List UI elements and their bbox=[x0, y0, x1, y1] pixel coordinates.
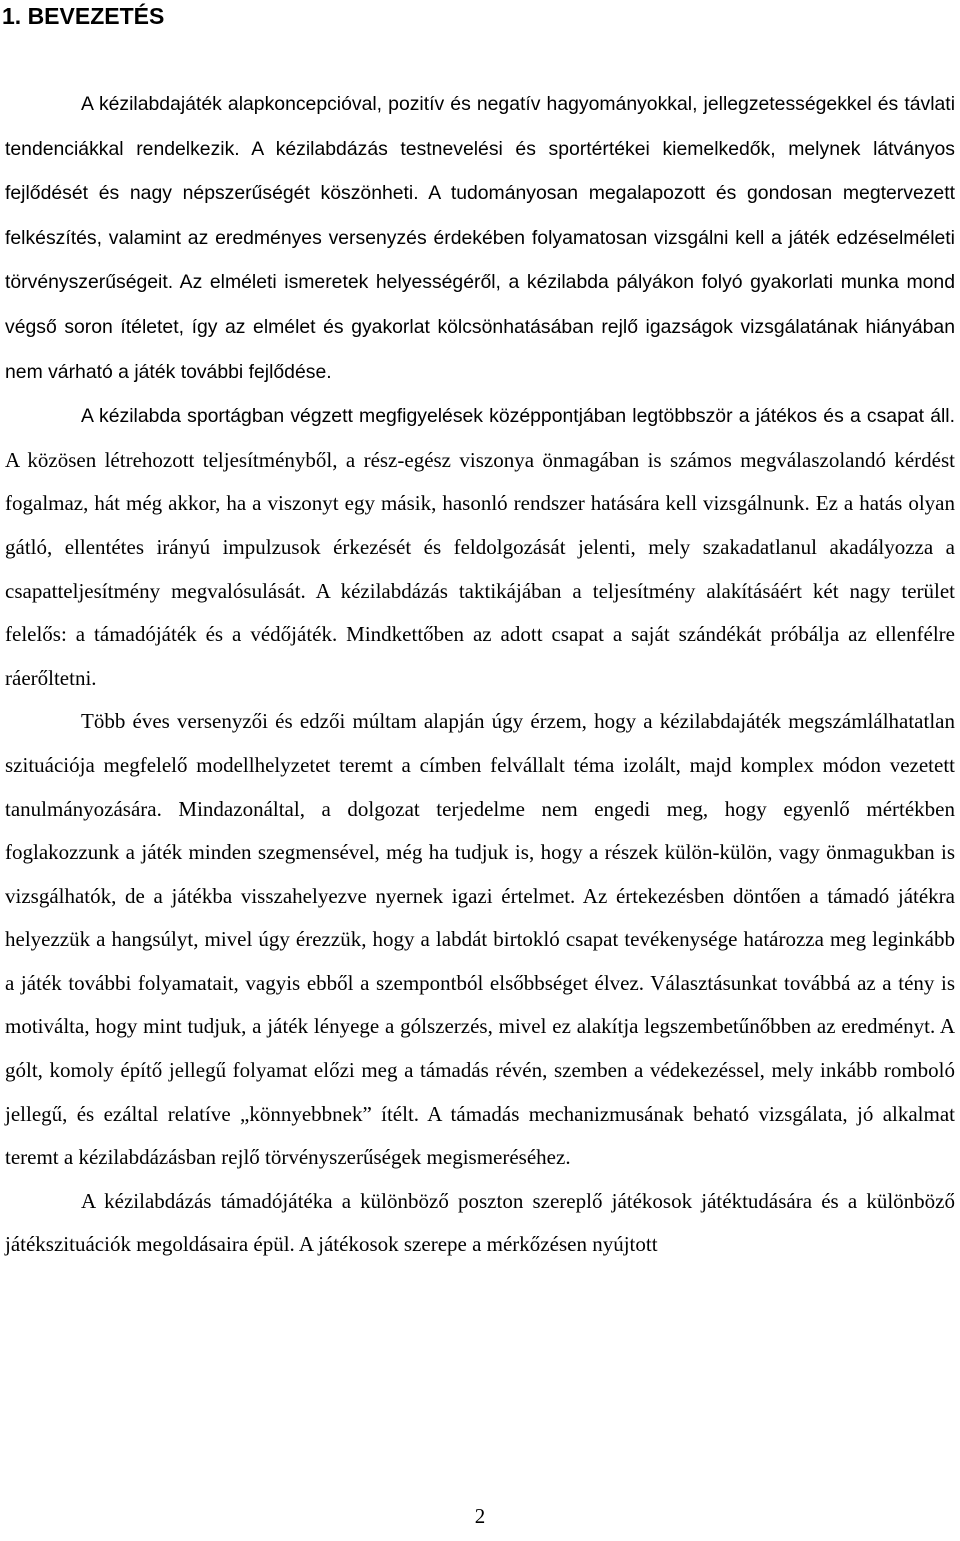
section-heading: 1. BEVEZETÉS bbox=[2, 3, 165, 29]
page-number: 2 bbox=[474, 1504, 486, 1528]
paragraph-attack-text: A kézilabdázás támadójátéka a különböző poszton szereplő játékosok játéktudására és a különböző játékszituációk megoldásaira épül. A játékosok szerepe a mérkőzésen nyújtott bbox=[5, 1188, 955, 1257]
paragraph-intro bbox=[5, 82, 955, 394]
paragraph-observations-text: A közösen létrehozott teljesítményből, a rész-egész viszonya önmagában is számos megválaszolandó kérdést fogalmaz, hát még akkor, ha a viszonyt egy másik, hasonló rendszer hatására kell vizsgálnunk. Ez a hatás olyan gátló, ellentétes irányú impulzusok érkezését és feldolgozását jelenti, mely szakadatlanul akadályozza a csapatteljesítmény megvalósulását. A kézilabdázás taktikájában a teljesítmény alakításáért két nagy terület felelős: a támadójáték és a védőjáték. Mindkettőben az adott csapat a saját szándékát próbálja az ellenfélre ráerőltetni. bbox=[5, 447, 955, 690]
paragraph-observations-lead: A kézilabda sportágban végzett megfigyelések középpontjában legtöbbször a játékos és a csapat áll. bbox=[81, 405, 955, 428]
paragraph-motivation-text: Több éves versenyzői és edzői múltam alapján úgy érzem, hogy a kézilabdajáték megszámlálhatatlan szituációja megfelelő modellhelyzetet teremt a címben felvállalt téma izolált, majd komplex módon vezetett tanulmányozására. Mindazonáltal, a dolgozat terjedelme nem engedi meg, hogy egyenlő mértékben foglakozzunk a játék minden szegmensével, még ha tudjuk is, hogy a részek külön-külön, vagy önmagukban is vizsgálhatók, de a játékba visszahelyezve nyernek igazi értelmet. Az értekezésben döntően a támadó játékra helyezzük a hangsúlyt, mivel úgy érezzük, hogy a labdát birtokló csapat tevékenysége határozza meg leginkább a játék további folyamatait, vagyis ebből a szempontból elsőbbséget élvez. Választásunkat továbbá az a tény is motiválta, hogy mint tudjuk, a játék lényege a gólszerzés, mivel ez alakítja legszembetűnőbben az eredményt. A gólt, komoly építő jellegű folyamat előzi meg a támadás révén, szemben a védekezéssel, mely inkább romboló jellegű, és ezáltal relatíve „könnyebbnek” ítélt. A támadás mechanizmusának beható vizsgálata, jó alkalmat teremt a kézilabdázásban rejlő törvényszerűségek megismeréséhez. bbox=[5, 709, 955, 1170]
paragraph-motivation bbox=[5, 700, 955, 1180]
document-body bbox=[5, 82, 955, 1267]
paragraph-attack bbox=[5, 1180, 955, 1267]
paragraph-intro-text: A kézilabdajáték alapkoncepcióval, pozitív és negatív hagyományokkal, jellegzetességekkel és távlati tendenciákkal rendelkezik. A kézilabdázás testnevelési és sportértékei kiemelkedők, melynek látványos fejlődését és nagy népszerűségét köszönheti. A tudományosan megalapozott és gondosan megtervezett felkészítés, valamint az eredményes versenyzés érdekében folyamatosan vizsgálni kell a játék edzéselméleti törvényszerűségeit. Az elméleti ismeretek helyességéről, a kézilabda pályákon folyó gyakorlati munka mond végső soron ítéletet, így az elmélet és gyakorlat kölcsönhatásában rejlő igazságok vizsgálatának hiányában nem várható a játék további fejlődése. bbox=[5, 93, 955, 383]
paragraph-observations bbox=[5, 394, 955, 700]
